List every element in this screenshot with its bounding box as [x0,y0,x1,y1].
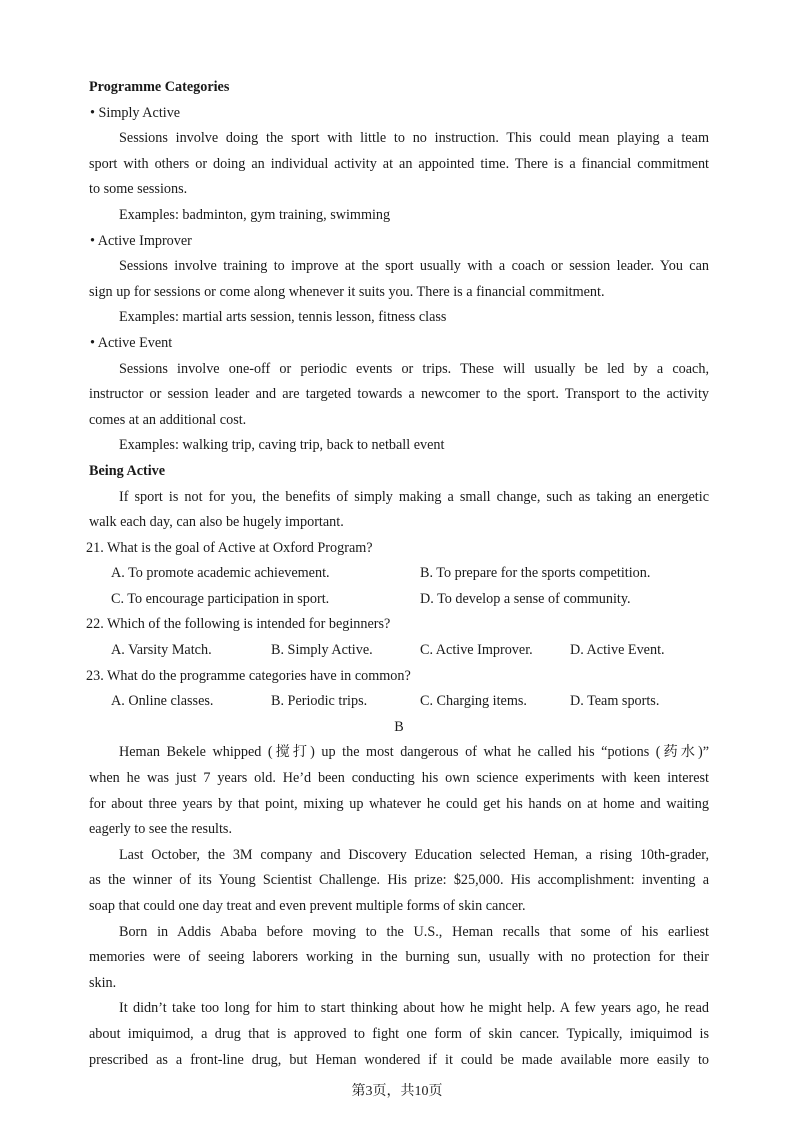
simply-active-title: • Simply Active [90,104,181,121]
section-b-label: B [394,718,404,735]
question-21-stem: 21. What is the goal of Active at Oxford Program? [86,539,373,556]
page-number-footer: 第3页，共10页 [351,1084,443,1099]
question-22-option-d: D. Active Event. [570,642,665,659]
passage-b-p4-line-2: about imiquimod, a drug that is approved to fight one form of skin cancer. Typically, imiquimod is [89,1025,709,1042]
passage-b-p2-line-1: Last October, the 3M company and Discovery Education selected Heman, a rising 10th-grader, [119,846,709,863]
question-22-options-row [89,638,709,664]
being-active-line-1: If sport is not for you, the benefits of simply making a small change, such as taking an energetic [119,488,709,505]
active-event-examples: Examples: walking trip, caving trip, back to netball event [119,437,445,454]
passage-b-p1-line-2: when he was just 7 years old. He’d been conducting his own science experiments with keen interest [89,770,709,787]
question-21-option-b: B. To prepare for the sports competition. [420,565,651,582]
active-event-title: • Active Event [90,334,173,351]
simply-active-line-1: Sessions involve doing the sport with little to no instruction. This could mean playing a team [119,130,709,147]
question-23-option-b: B. Periodic trips. [271,693,368,710]
passage-b-p2-line-2: as the winner of its Young Scientist Challenge. His prize: $25,000. His accomplishment: inventing a [89,872,709,889]
active-improver-line-2: sign up for sessions or come along whenever it suits you. There is a financial commitment. [89,283,605,300]
active-event-line-2: instructor or session leader and are targeted towards a newcomer to the sport. Transport to the activity [89,386,709,403]
question-21-options-row-2 [89,587,709,613]
question-22-option-a: A. Varsity Match. [111,642,212,659]
passage-b-p1-line-4: eagerly to see the results. [89,821,233,838]
passage-b-p4-line-3: prescribed as a front-line drug, but Heman wondered if it could be made available more easily to [89,1051,709,1068]
being-active-heading: Being Active [89,462,166,479]
passage-b-p3-line-3: skin. [89,974,117,991]
question-23-stem: 23. What do the programme categories have in common? [86,667,411,684]
question-23-option-d: D. Team sports. [570,693,660,710]
question-23-option-a: A. Online classes. [111,693,214,710]
simply-active-line-3: to some sessions. [89,181,188,198]
passage-b-p1-line-1: Heman Bekele whipped (搅打) up the most dangerous of what he called his “potions (药水)” [119,744,709,761]
question-23-option-c: C. Charging items. [420,693,527,710]
active-event-line-1: Sessions involve one-off or periodic events or trips. These will usually be led by a coach, [119,360,709,377]
passage-b-p4-line-1: It didn’t take too long for him to start thinking about how he might help. A few years ago, he read [119,1000,709,1017]
active-improver-title: • Active Improver [90,232,192,249]
question-22-option-b: B. Simply Active. [271,642,373,659]
programme-categories-heading: Programme Categories [89,79,230,95]
being-active-line-2: walk each day, can also be hugely important. [89,514,344,531]
simply-active-examples: Examples: badminton, gym training, swimming [119,206,391,223]
question-22-option-c: C. Active Improver. [420,642,533,659]
simply-active-line-2: sport with others or doing an individual activity at an appointed time. There is a financial commitment [89,155,709,172]
question-21-option-c: C. To encourage participation in sport. [111,590,330,607]
question-22-stem: 22. Which of the following is intended for beginners? [86,616,391,633]
passage-b-p3-line-2: memories were of seeing laborers working in the burning sun, usually with no protection for their [89,949,709,966]
passage-b-p3-line-1: Born in Addis Ababa before moving to the U.S., Heman recalls that some of his earliest [119,923,709,940]
question-21-option-d: D. To develop a sense of community. [420,590,631,607]
question-21-option-a: A. To promote academic achievement. [111,565,330,582]
page-content [86,75,709,1073]
question-23-options-row [89,689,709,715]
passage-b-p2-line-3: soap that could one day treat and even prevent multiple forms of skin cancer. [89,898,526,914]
active-improver-line-1: Sessions involve training to improve at the sport usually with a coach or session leader. You can [119,258,709,275]
active-improver-examples: Examples: martial arts session, tennis lesson, fitness class [119,309,447,326]
question-21-options-row-1 [89,561,709,587]
passage-b-p1-line-3: for about three years by that point, mixing up whatever he could get his hands on at home and waiting [89,795,709,812]
active-event-line-3: comes at an additional cost. [89,411,247,428]
